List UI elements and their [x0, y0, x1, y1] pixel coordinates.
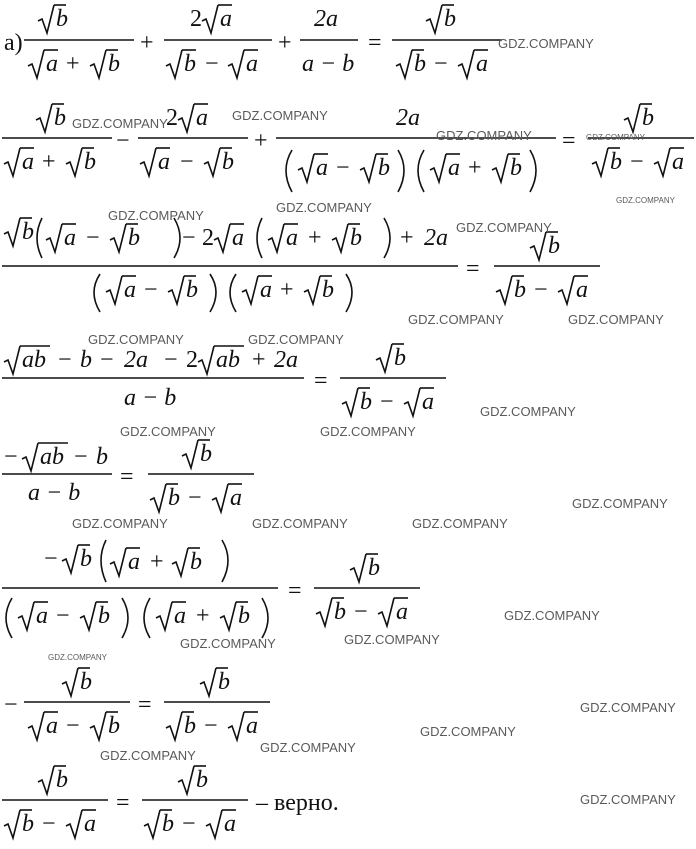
sqrt-sign [242, 276, 258, 304]
sqrt-sign [62, 668, 78, 696]
math-symbol: b [80, 347, 92, 373]
sqrt-sign [592, 148, 608, 176]
sqrt-sign [178, 766, 194, 794]
fraction-rhs-7 [164, 668, 270, 740]
math-symbol: a [46, 713, 58, 739]
math-symbol: − [4, 444, 18, 470]
math-symbol: b [378, 155, 390, 181]
math-symbol: a [448, 155, 460, 181]
math-symbol: b [184, 51, 196, 77]
watermark: GDZ.COMPANY [480, 404, 576, 419]
math-symbol: b [238, 603, 250, 629]
sqrt-sign [350, 554, 366, 582]
math-symbol: − [380, 389, 394, 415]
sqrt-sign [166, 712, 182, 740]
math-symbol: + [140, 30, 154, 56]
sqrt-sign [316, 598, 332, 626]
fraction-rhs-5 [148, 440, 254, 512]
math-symbol: − [86, 225, 100, 251]
problem-label: а) [4, 30, 23, 56]
math-symbol: ab [40, 444, 64, 470]
math-symbol: b [222, 149, 234, 175]
sqrt-sign [144, 810, 160, 838]
math-symbol: = [562, 128, 576, 154]
sqrt-sign [4, 148, 20, 176]
sqrt-sign [38, 766, 54, 794]
math-symbol: b [54, 105, 66, 131]
math-symbol: + [468, 155, 482, 181]
math-symbol: = [288, 578, 302, 604]
math-symbol: b [610, 149, 622, 175]
fraction-rhs-3 [494, 232, 600, 304]
watermark: GDZ.COMPANY [498, 36, 594, 51]
math-symbol: b [510, 155, 522, 181]
math-symbol: = [120, 464, 134, 490]
math-symbol: − [188, 485, 202, 511]
math-symbol: b [548, 233, 560, 259]
math-symbol: a [396, 599, 408, 625]
parenthesis [6, 598, 12, 638]
math-symbol: 2 [202, 225, 214, 251]
math-symbol: b [200, 441, 212, 467]
watermark: GDZ.COMPANY [252, 516, 348, 531]
math-symbol: a [36, 603, 48, 629]
parenthesis [257, 218, 262, 258]
math-symbol: 2a [396, 105, 420, 131]
math-symbol: b [108, 51, 120, 77]
math-symbol: a [46, 51, 58, 77]
math-symbol: a [672, 149, 684, 175]
math-symbol: = [138, 692, 152, 718]
math-symbol: = [466, 256, 480, 282]
fraction-rhs-1 [392, 5, 502, 78]
fraction-rhs-8 [142, 766, 248, 838]
watermark: GDZ.COMPANY [108, 208, 204, 223]
math-symbol: b [360, 389, 372, 415]
math-symbol: ab [216, 347, 240, 373]
math-symbol: b [98, 603, 110, 629]
line-1 [4, 5, 502, 78]
sqrt-sign [90, 50, 106, 78]
math-symbol: a [22, 149, 34, 175]
math-symbol: − [204, 713, 218, 739]
sqrt-sign [166, 50, 182, 78]
math-symbol: 2 [166, 105, 178, 131]
sqrt-sign [458, 50, 474, 78]
math-symbol: − [116, 128, 130, 154]
sqrt-sign [206, 810, 222, 838]
fraction-rhs-6 [314, 554, 420, 626]
math-symbol: a [158, 149, 170, 175]
watermark: GDZ.COMPANY [412, 516, 508, 531]
sqrt-sign [28, 712, 44, 740]
watermark: GDZ.COMPANY [580, 700, 676, 715]
math-symbol: b [186, 277, 198, 303]
sqrt-sign [66, 148, 82, 176]
math-symbol: a [422, 389, 434, 415]
sqrt-sign [220, 602, 236, 630]
sqrt-sign [396, 50, 412, 78]
math-symbol: a − b [302, 51, 355, 77]
math-symbol: − [144, 277, 158, 303]
math-symbol: a [286, 225, 298, 251]
math-symbol: a [576, 277, 588, 303]
math-symbol: a [246, 713, 258, 739]
sqrt-sign [4, 346, 20, 374]
watermark: GDZ.COMPANY [232, 108, 328, 123]
sqrt-sign [90, 712, 106, 740]
line-6 [2, 540, 420, 638]
math-symbol: 2a [124, 347, 148, 373]
math-symbol: b [108, 713, 120, 739]
math-symbol: + [254, 128, 268, 154]
sqrt-sign [200, 668, 216, 696]
sqrt-sign [110, 548, 126, 576]
sqrt-sign [492, 154, 508, 182]
math-symbol: b [642, 105, 654, 131]
watermark: GDZ.COMPANY [276, 200, 372, 215]
math-symbol: − [630, 149, 644, 175]
watermark: GDZ.COMPANY [88, 332, 184, 347]
math-symbol: = [314, 368, 328, 394]
parenthesis [101, 540, 106, 582]
sqrt-sign [66, 810, 82, 838]
math-symbol: + [280, 277, 294, 303]
math-symbol: 2a [274, 347, 298, 373]
math-symbol: 2 [186, 347, 198, 373]
math-symbol: a [230, 485, 242, 511]
parenthesis [144, 598, 150, 638]
math-symbol: − [56, 603, 70, 629]
math-symbol: b [56, 6, 68, 32]
parenthesis [346, 274, 352, 312]
fraction-rhs-4 [340, 344, 446, 416]
sqrt-sign [430, 154, 446, 182]
fraction-3 [300, 6, 358, 77]
sqrt-sign [654, 148, 670, 176]
watermark: GDZ.COMPANY [436, 128, 532, 143]
watermark: GDZ.COMPANY [100, 748, 196, 763]
sqrt-sign [156, 602, 172, 630]
sqrt-sign [150, 484, 166, 512]
math-symbol: − [180, 149, 194, 175]
math-symbol: − [354, 599, 368, 625]
fraction-7 [24, 668, 130, 740]
sqrt-sign [172, 548, 188, 576]
math-symbol: a [246, 51, 258, 77]
line-5 [2, 440, 254, 512]
watermark: GDZ.COMPANY [180, 636, 276, 651]
math-symbol: b [414, 51, 426, 77]
math-symbol: b [218, 669, 230, 695]
sqrt-sign [228, 712, 244, 740]
parenthesis [37, 218, 42, 258]
sqrt-sign [28, 50, 44, 78]
fraction-2-1 [2, 104, 112, 176]
sqrt-sign [46, 224, 62, 252]
math-symbol: b [196, 767, 208, 793]
math-symbol: − [66, 713, 80, 739]
parenthesis [418, 150, 424, 192]
math-symbol: − [58, 347, 72, 373]
math-symbol: − [74, 444, 88, 470]
math-symbol: + [400, 225, 414, 251]
fraction-3-denominator [94, 274, 352, 312]
watermark: GDZ.COMPANY [420, 724, 516, 739]
sqrt-sign [4, 218, 20, 246]
parenthesis [230, 274, 236, 312]
watermark: GDZ.COMPANY [408, 312, 504, 327]
line-8 [2, 766, 339, 838]
math-symbol: a [196, 105, 208, 131]
math-symbol: a [260, 277, 272, 303]
math-symbol: − [100, 347, 114, 373]
sqrt-sign [202, 5, 218, 33]
math-symbol: a [128, 549, 140, 575]
fraction-8 [2, 766, 108, 838]
sqrt-sign [558, 276, 574, 304]
math-symbol: ab [22, 347, 46, 373]
parenthesis [210, 274, 216, 312]
watermark: GDZ.COMPANY [260, 740, 356, 755]
math-symbol: 2a [314, 6, 338, 32]
line-7 [4, 668, 270, 740]
math-symbol: = [116, 790, 130, 816]
math-symbol: b [56, 767, 68, 793]
math-symbol: 2a [424, 225, 448, 251]
watermark: GDZ.COMPANY [320, 424, 416, 439]
sqrt-sign [426, 5, 442, 33]
parenthesis [262, 598, 268, 638]
watermark: GDZ.COMPANY [572, 496, 668, 511]
sqrt-sign [212, 484, 228, 512]
math-symbol: − [434, 51, 448, 77]
math-symbol: a [224, 811, 236, 837]
math-symbol: + [252, 347, 266, 373]
watermark: GDZ.COMPANY [120, 424, 216, 439]
sqrt-sign [624, 104, 640, 132]
sqrt-sign [22, 443, 38, 471]
math-symbol: b [80, 546, 92, 572]
math-symbol: b [350, 225, 362, 251]
math-symbol: − [164, 347, 178, 373]
watermark: GDZ.COMPANY [72, 516, 168, 531]
sqrt-sign [304, 276, 320, 304]
math-symbol: − [534, 277, 548, 303]
math-symbol: − [182, 811, 196, 837]
sqrt-sign [228, 50, 244, 78]
math-symbol: − [182, 225, 196, 251]
watermark: GDZ.COMPANY [616, 196, 675, 205]
math-symbol: − [4, 692, 18, 718]
sqrt-sign [342, 388, 358, 416]
sqrt-sign [182, 440, 198, 468]
sqrt-sign [360, 154, 376, 182]
math-symbol: a [124, 277, 136, 303]
parenthesis [286, 150, 292, 192]
sqrt-sign [198, 346, 214, 374]
sqrt-sign [140, 148, 156, 176]
math-symbol: + [196, 603, 210, 629]
sqrt-sign [298, 154, 314, 182]
math-symbol: a [220, 6, 232, 32]
math-symbol: b [334, 599, 346, 625]
math-symbol: b [184, 713, 196, 739]
line-4 [2, 344, 446, 416]
math-symbol: b [322, 277, 334, 303]
sqrt-sign [332, 224, 348, 252]
math-symbol: + [42, 149, 56, 175]
math-symbol: + [150, 549, 164, 575]
fraction-4-numerator [4, 346, 298, 374]
watermark: GDZ.COMPANY [344, 632, 440, 647]
fraction-3-numerator [4, 218, 448, 258]
sqrt-sign [168, 276, 184, 304]
math-symbol: − [42, 811, 56, 837]
watermark: GDZ.COMPANY [248, 332, 344, 347]
fraction-5-denominator: a − b [28, 480, 81, 506]
fraction-5-numerator [4, 443, 108, 471]
watermark: GDZ.COMPANY [568, 312, 664, 327]
math-symbol: b [128, 225, 140, 251]
math-symbol: + [308, 225, 322, 251]
sqrt-sign [106, 276, 122, 304]
sqrt-sign [178, 104, 194, 132]
math-symbol: b [190, 549, 202, 575]
parenthesis [174, 218, 180, 258]
sqrt-sign [204, 148, 220, 176]
math-symbol: − [336, 155, 350, 181]
sqrt-sign [80, 602, 96, 630]
sqrt-sign [404, 388, 420, 416]
fraction-6-numerator [44, 540, 228, 582]
sqrt-sign [530, 232, 546, 260]
sqrt-sign [62, 545, 78, 573]
math-symbol: a [476, 51, 488, 77]
math-symbol: b [22, 219, 34, 245]
watermark: GDZ.COMPANY [586, 133, 645, 142]
math-symbol: b [84, 149, 96, 175]
parenthesis [398, 150, 404, 192]
sqrt-sign [376, 344, 392, 372]
parenthesis [222, 540, 228, 582]
math-symbol: a [316, 155, 328, 181]
sqrt-sign [496, 276, 512, 304]
math-symbol: − [205, 51, 219, 77]
sqrt-sign [268, 224, 284, 252]
sqrt-sign [38, 5, 54, 33]
math-symbol: b [394, 345, 406, 371]
math-symbol: a [64, 225, 76, 251]
math-symbol: b [22, 811, 34, 837]
math-symbol: = [368, 30, 382, 56]
watermark: GDZ.COMPANY [456, 220, 552, 235]
watermark: GDZ.COMPANY [580, 792, 676, 807]
fraction-1 [24, 5, 134, 78]
math-symbol: b [162, 811, 174, 837]
parenthesis [94, 274, 100, 312]
parenthesis [384, 218, 390, 258]
math-symbol: a [232, 225, 244, 251]
math-symbol: b [168, 485, 180, 511]
conclusion-text: – верно. [256, 790, 339, 816]
sqrt-sign [214, 224, 230, 252]
math-symbol: + [278, 30, 292, 56]
math-symbol: b [514, 277, 526, 303]
sqrt-sign [110, 224, 126, 252]
watermark: GDZ.COMPANY [48, 653, 107, 662]
math-symbol: + [66, 51, 80, 77]
sqrt-sign [18, 602, 34, 630]
fraction-4-denominator: a − b [124, 385, 177, 411]
math-symbol: 2 [190, 6, 202, 32]
fraction-2 [164, 5, 272, 78]
sqrt-sign [378, 598, 394, 626]
parenthesis [530, 150, 536, 192]
math-symbol: b [368, 555, 380, 581]
math-symbol: − [44, 546, 58, 572]
math-symbol: b [96, 444, 108, 470]
watermark: GDZ.COMPANY [504, 608, 600, 623]
sqrt-sign [36, 104, 52, 132]
sqrt-sign [4, 810, 20, 838]
math-symbol: a [174, 603, 186, 629]
fraction-6-denominator [6, 598, 268, 638]
math-symbol: b [80, 669, 92, 695]
math-symbol: b [444, 6, 456, 32]
watermark: GDZ.COMPANY [72, 116, 168, 131]
math-symbol: a [84, 811, 96, 837]
parenthesis [122, 598, 128, 638]
